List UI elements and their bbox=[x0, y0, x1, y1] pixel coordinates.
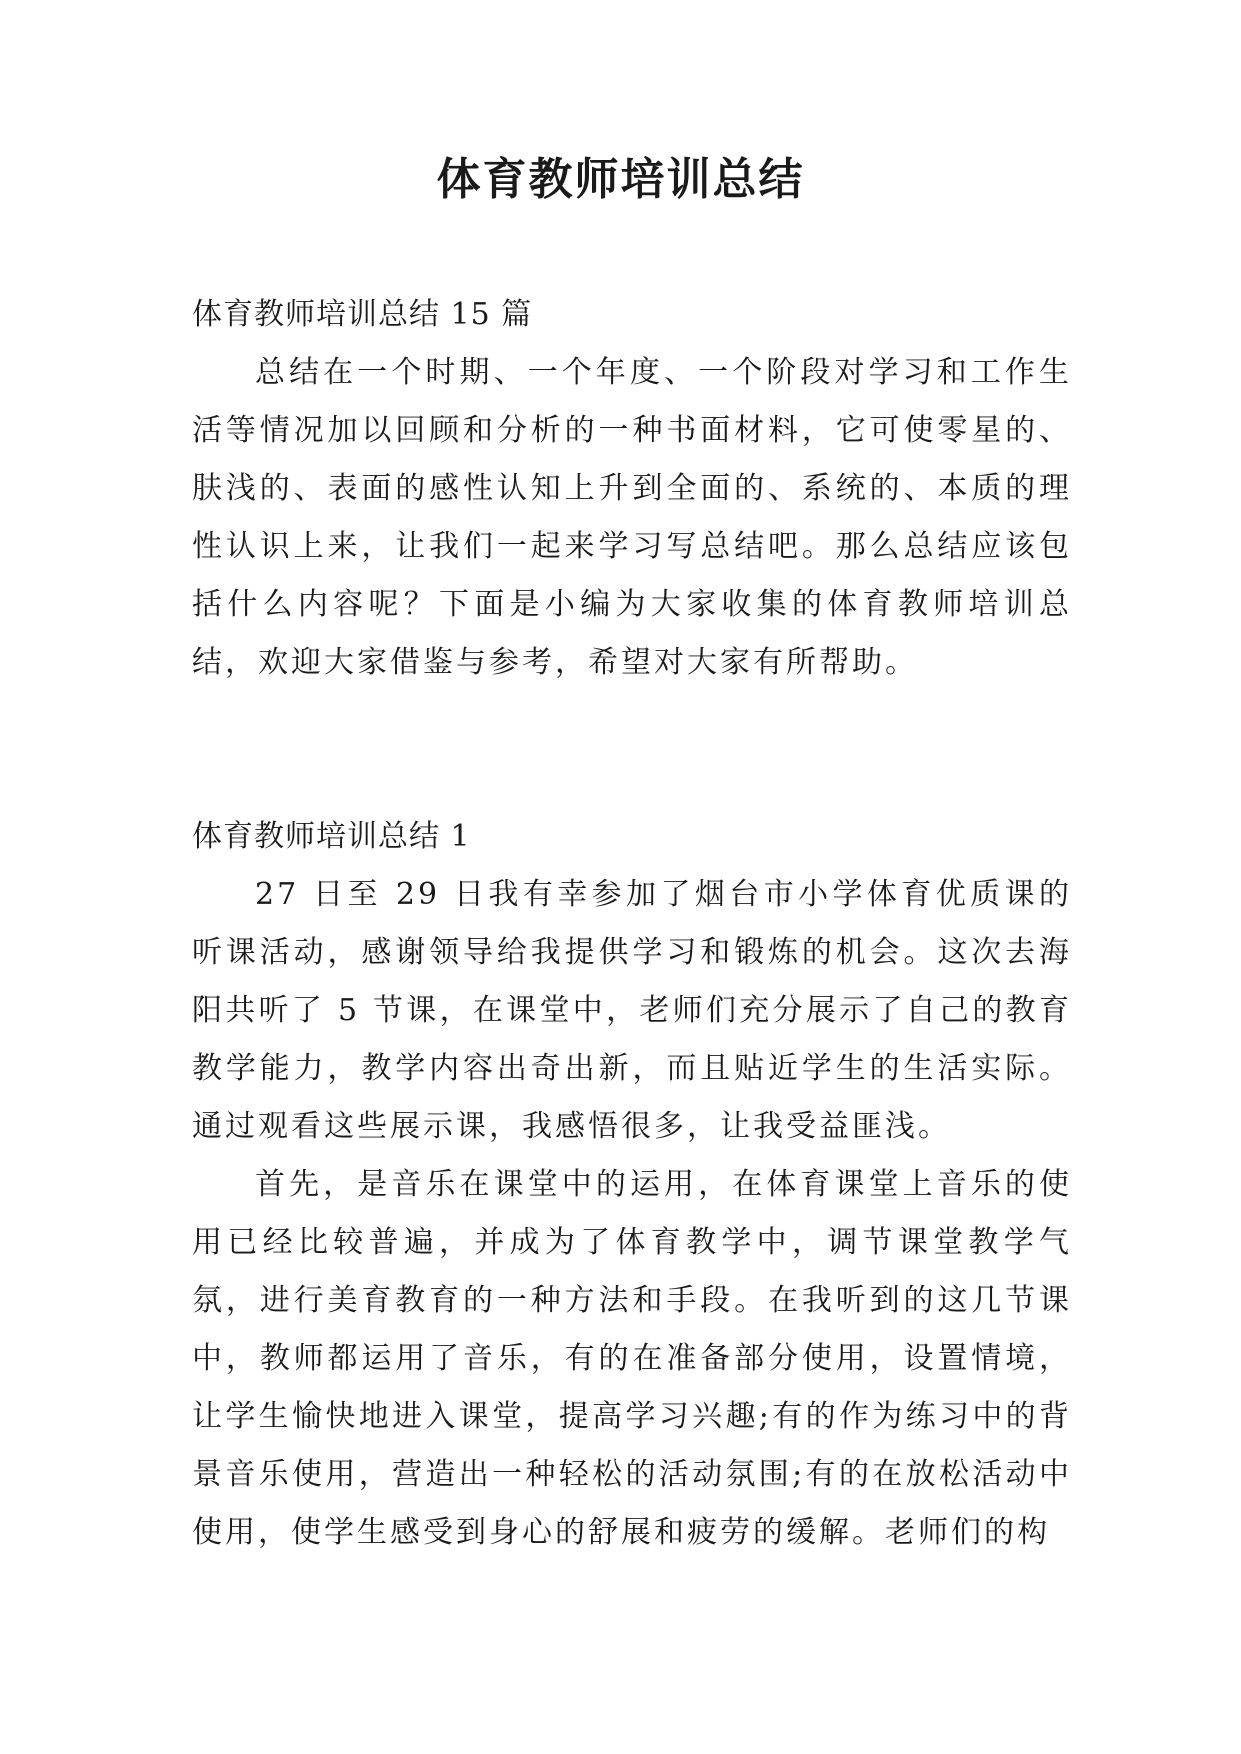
document-subtitle: 体育教师培训总结 15 篇 bbox=[192, 297, 533, 332]
section-heading: 体育教师培训总结 1 bbox=[192, 819, 471, 854]
document-title: 体育教师培训总结 bbox=[436, 154, 805, 205]
intro-paragraph: 总结在一个时期、一个年度、一个阶段对学习和工作生活等情况加以回顾和分析的一种书面材料，它可使零星的、肤浅的、表面的感性认知上升到全面的、系统的、本质的理性认识上来，让我们一起来学习写总结吧。那么总结应该包括什么内容呢？下面是小编为大家收集的体育教师培训总结，欢迎大家借鉴与参考，希望对大家有所帮助。 bbox=[192, 355, 1072, 680]
body-paragraph: 首先，是音乐在课堂中的运用，在体育课堂上音乐的使用已经比较普遍，并成为了体育教学中，调节课堂教学气氛，进行美育教育的一种方法和手段。在我听到的这几节课中，教师都运用了音乐，有的在准备部分使用，设置情境，让学生愉快地进入课堂，提高学习兴趣;有的作为练习中的背景音乐使用，营造出一种轻松的活动氛围;有的在放松活动中使用，使学生感受到身心的舒展和疲劳的缓解。老师们的构 bbox=[192, 1167, 1072, 1550]
body-paragraph: 27 日至 29 日我有幸参加了烟台市小学体育优质课的听课活动，感谢领导给我提供学习和锻炼的机会。这次去海阳共听了 5 节课，在课堂中，老师们充分展示了自己的教育教学能力，教学内容出奇出新，而且贴近学生的生活实际。通过观看这些展示课，我感悟很多，让我受益匪浅。 bbox=[192, 877, 1072, 1144]
